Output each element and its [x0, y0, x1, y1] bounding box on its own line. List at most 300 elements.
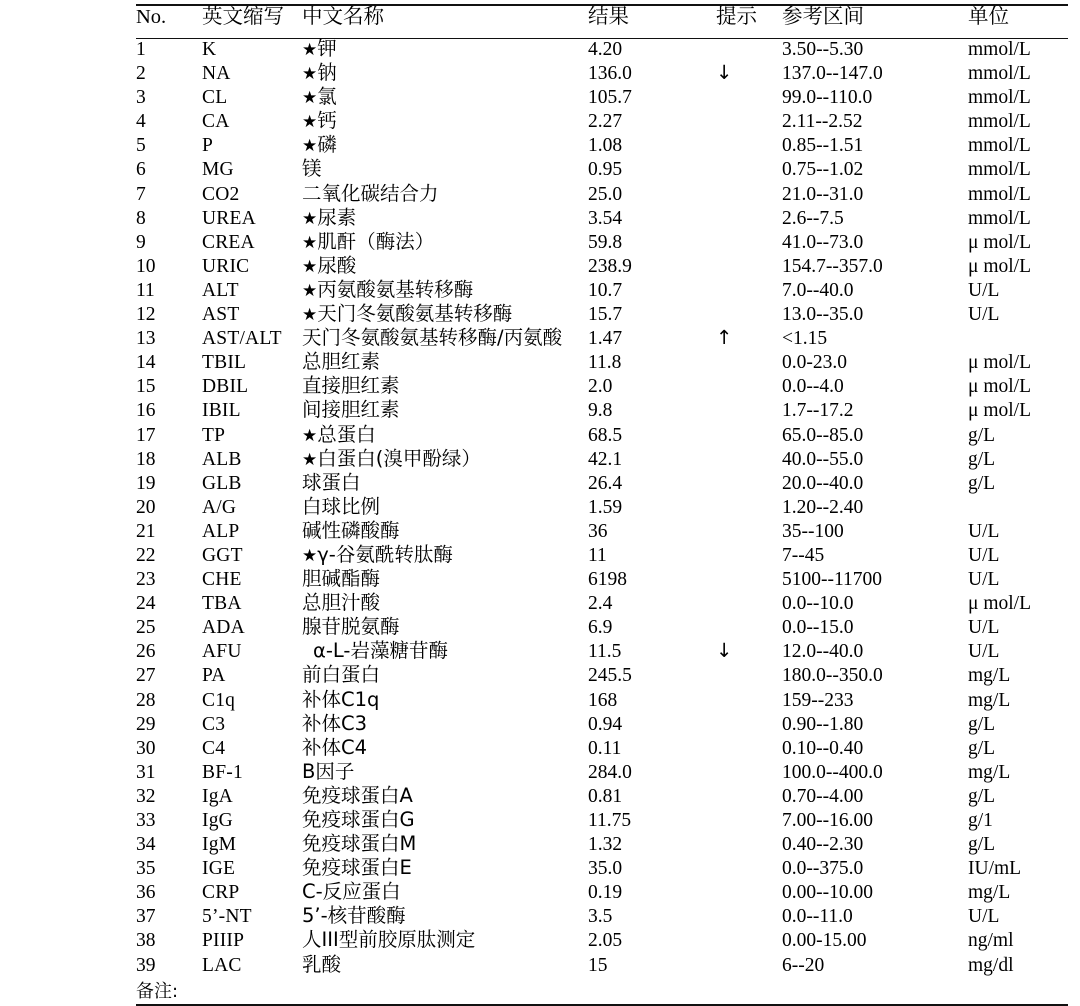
row-reference: 1.7--17.2 [782, 400, 854, 422]
header-row [136, 6, 1068, 38]
row-reference: 7.00--16.00 [782, 810, 873, 831]
star-icon: ★ [302, 280, 318, 301]
row-result: 1.47 [588, 328, 623, 350]
row-reference: 180.0--350.0 [782, 665, 883, 687]
row-flag-icon [716, 762, 782, 786]
row-unit [968, 497, 1068, 521]
row-flag-icon [716, 425, 782, 449]
row-unit: U/L [968, 617, 1000, 639]
row-abbr: NA [202, 63, 231, 85]
row-reference: 159--233 [782, 689, 854, 711]
row-number: 5 [136, 135, 146, 157]
row-number: 25 [136, 617, 156, 639]
row-name [302, 518, 588, 545]
row-number: 35 [136, 858, 156, 880]
row-unit: mg/L [968, 761, 1011, 783]
row-unit: U/L [968, 304, 1000, 326]
table-row [136, 665, 1068, 689]
row-flag-icon [716, 352, 782, 376]
row-abbr: C3 [202, 713, 226, 735]
row-name [302, 446, 588, 473]
row-number: 14 [136, 352, 156, 374]
row-reference: 1.20--2.40 [782, 496, 864, 518]
row-number: 37 [136, 906, 156, 928]
row-flag-icon [716, 208, 782, 232]
column-header-no: No. [136, 6, 167, 28]
row-flag-icon [716, 545, 782, 569]
row-name [302, 87, 588, 111]
row-result: 1.59 [588, 496, 623, 518]
row-abbr: IGE [202, 858, 236, 880]
row-number: 30 [136, 737, 156, 759]
row-unit: g/L [968, 448, 996, 470]
row-result: 35.0 [588, 858, 623, 880]
row-result: 11.5 [588, 641, 622, 663]
row-unit: μ mol/L [968, 400, 1031, 422]
row-result: 59.8 [588, 231, 623, 253]
row-flag-icon [716, 810, 782, 834]
row-reference: 0.0--10.0 [782, 593, 854, 615]
row-abbr: C4 [202, 737, 226, 759]
row-flag-icon [716, 400, 782, 424]
row-abbr: URIC [202, 255, 250, 277]
table-row [136, 400, 1068, 424]
row-abbr: GGT [202, 544, 243, 566]
row-name [302, 593, 588, 617]
lab-report-table-container [136, 0, 1068, 1006]
row-reference: 6--20 [782, 954, 825, 976]
row-name [302, 328, 588, 352]
row-result: 25.0 [588, 183, 623, 205]
table-row [136, 208, 1068, 232]
row-reference: 0.75--1.02 [782, 159, 864, 181]
row-name-text: 镁 [302, 157, 322, 181]
row-name [302, 641, 588, 665]
row-reference: 2.11--2.52 [782, 111, 863, 133]
row-result: 3.5 [588, 906, 613, 928]
row-name-text: 钙 [317, 109, 337, 133]
star-icon: ★ [302, 256, 318, 277]
row-name-text: 补体C1q [302, 687, 380, 711]
table-row [136, 473, 1068, 497]
row-name [302, 304, 588, 328]
row-abbr: MG [202, 159, 234, 181]
row-reference: 0.70--4.00 [782, 785, 864, 807]
row-name [302, 400, 588, 424]
row-name [302, 376, 588, 400]
row-abbr: LAC [202, 954, 242, 976]
row-flag-icon [716, 376, 782, 400]
row-name [302, 858, 588, 882]
table-row [136, 545, 1068, 569]
row-name-text: 人III型前胶原肽测定 [302, 928, 476, 952]
table-row [136, 762, 1068, 786]
row-result: 2.05 [588, 930, 623, 952]
row-name [302, 687, 588, 714]
table-row [136, 376, 1068, 400]
row-name-text: 白球比例 [302, 494, 381, 518]
row-abbr: PA [202, 665, 226, 687]
row-result: 11 [588, 544, 607, 566]
row-name-text: 总胆红素 [302, 350, 381, 374]
table-row [136, 593, 1068, 617]
row-name [302, 39, 588, 63]
row-unit: mmol/L [968, 183, 1031, 205]
table-row [136, 738, 1068, 762]
row-flag-icon [716, 930, 782, 954]
row-unit: μ mol/L [968, 231, 1031, 253]
row-reference: 7--45 [782, 544, 825, 566]
row-number: 38 [136, 930, 156, 952]
table-body [136, 39, 1068, 979]
table-row [136, 955, 1068, 979]
row-unit: μ mol/L [968, 255, 1031, 277]
row-unit: IU/mL [968, 858, 1022, 880]
row-result: 15.7 [588, 304, 623, 326]
row-number: 8 [136, 207, 146, 229]
row-unit [968, 328, 1068, 352]
row-flag-icon [716, 786, 782, 810]
row-name-text: 免疫球蛋白G [302, 808, 415, 831]
row-flag-icon [716, 87, 782, 111]
row-flag-icon [716, 280, 782, 304]
row-name-text: 白蛋白(溴甲酚绿） [317, 446, 481, 470]
row-number: 29 [136, 713, 156, 735]
row-result: 2.4 [588, 593, 613, 615]
row-abbr: PIIIP [202, 930, 245, 952]
row-name [302, 422, 588, 449]
row-flag-icon [716, 834, 782, 858]
row-name-text: 磷 [317, 133, 337, 157]
row-name [302, 930, 588, 954]
row-number: 10 [136, 255, 156, 277]
table-row [136, 690, 1068, 714]
row-abbr: ALB [202, 448, 242, 470]
row-result: 9.8 [588, 400, 613, 422]
row-result: 0.95 [588, 159, 623, 181]
row-abbr: UREA [202, 207, 256, 229]
table-row [136, 449, 1068, 473]
row-name [302, 665, 588, 689]
row-name [302, 542, 588, 569]
row-result: 15 [588, 954, 608, 976]
row-unit: g/L [968, 737, 996, 759]
row-number: 27 [136, 665, 156, 687]
row-reference: 21.0--31.0 [782, 183, 864, 205]
row-number: 24 [136, 593, 156, 615]
row-name-text: B因子 [302, 759, 355, 783]
row-result: 68.5 [588, 424, 623, 446]
row-number: 15 [136, 376, 156, 398]
row-number: 23 [136, 569, 156, 591]
row-number: 6 [136, 159, 146, 181]
row-name-text: 尿酸 [317, 253, 357, 277]
row-reference: 0.0--375.0 [782, 858, 864, 880]
column-header-reference: 参考区间 [782, 4, 864, 28]
row-name-text: 胆碱酯酶 [302, 567, 381, 591]
table-row [136, 858, 1068, 882]
row-reference: 5100--11700 [782, 569, 883, 591]
star-icon: ★ [302, 208, 318, 229]
row-flag-icon [716, 256, 782, 280]
row-name [302, 906, 588, 930]
row-flag-icon [716, 955, 782, 979]
row-name [302, 63, 588, 87]
table-row [136, 39, 1068, 63]
row-name-text: 肌酐（酶法） [317, 229, 435, 253]
row-number: 19 [136, 472, 156, 494]
star-icon: ★ [302, 64, 318, 85]
row-result: 4.20 [588, 39, 623, 60]
row-unit: mg/dl [968, 954, 1014, 976]
row-abbr: CO2 [202, 183, 240, 205]
table-bottom-rule [136, 1004, 1068, 1006]
row-flag-icon [716, 690, 782, 714]
row-reference: 7.0--40.0 [782, 279, 854, 301]
row-flag-icon [716, 473, 782, 497]
row-abbr: IgA [202, 785, 233, 807]
row-name-text: 乳酸 [302, 952, 342, 976]
star-icon: ★ [302, 40, 318, 60]
row-number: 11 [136, 279, 155, 301]
row-unit: ng/ml [968, 930, 1014, 952]
row-abbr: 5’-NT [202, 906, 252, 928]
row-result: 6.9 [588, 617, 613, 639]
row-flag-icon: ↓ [716, 639, 733, 663]
table-row [136, 352, 1068, 376]
row-name [302, 277, 588, 304]
row-number: 21 [136, 520, 156, 542]
row-flag-icon [716, 111, 782, 135]
row-unit: U/L [968, 544, 1000, 566]
row-reference: 154.7--357.0 [782, 255, 883, 277]
row-unit: U/L [968, 520, 1000, 542]
row-result: 0.11 [588, 737, 622, 759]
row-number: 4 [136, 111, 146, 133]
row-name-text: 球蛋白 [302, 470, 361, 494]
row-abbr: BF-1 [202, 761, 243, 783]
row-name-text: 间接胆红素 [302, 398, 400, 422]
row-result: 284.0 [588, 761, 632, 783]
row-name [302, 352, 588, 376]
row-number: 2 [136, 63, 146, 85]
row-result: 168 [588, 689, 618, 711]
row-result: 10.7 [588, 279, 623, 301]
column-header-flag: 提示 [716, 4, 757, 28]
table-row [136, 882, 1068, 906]
row-unit: mg/L [968, 665, 1011, 687]
row-flag-icon [716, 882, 782, 906]
row-number: 28 [136, 689, 156, 711]
row-reference: 0.0--4.0 [782, 376, 844, 398]
row-name [302, 711, 588, 738]
row-reference: 0.10--0.40 [782, 737, 864, 759]
row-name [302, 111, 588, 135]
row-reference: 40.0--55.0 [782, 448, 864, 470]
row-number: 9 [136, 231, 146, 253]
row-result: 36 [588, 520, 608, 542]
row-unit: g/1 [968, 810, 993, 831]
star-icon: ★ [302, 545, 318, 566]
row-reference: 0.0--11.0 [782, 906, 853, 928]
table-row [136, 617, 1068, 641]
row-result: 0.81 [588, 785, 623, 807]
table-row [136, 714, 1068, 738]
row-reference: 2.6--7.5 [782, 207, 844, 229]
row-name [302, 205, 588, 232]
row-abbr: TBIL [202, 352, 247, 374]
row-number: 26 [136, 641, 156, 663]
row-reference: 41.0--73.0 [782, 231, 864, 253]
row-reference: 12.0--40.0 [782, 641, 864, 663]
column-header-result: 结果 [588, 4, 629, 28]
table-row [136, 87, 1068, 111]
row-number: 17 [136, 424, 156, 446]
row-name-text: 前白蛋白 [302, 663, 381, 687]
row-flag-icon [716, 497, 782, 521]
row-reference: 0.00-15.00 [782, 930, 867, 952]
row-flag-icon [716, 135, 782, 159]
star-icon: ★ [302, 112, 318, 133]
row-unit: mmol/L [968, 159, 1031, 181]
row-name-text: 免疫球蛋白M [302, 832, 417, 856]
row-abbr: CREA [202, 231, 255, 253]
row-abbr: CL [202, 87, 228, 109]
table-row [136, 569, 1068, 593]
row-abbr: A/G [202, 496, 237, 518]
row-abbr: IBIL [202, 400, 241, 422]
row-number: 1 [136, 39, 146, 60]
row-name-text: 补体C4 [302, 735, 368, 759]
table-row [136, 810, 1068, 834]
table-row [136, 906, 1068, 930]
row-reference: 100.0--400.0 [782, 761, 883, 783]
row-reference: 13.0--35.0 [782, 304, 864, 326]
row-name-text: 总胆汁酸 [302, 591, 381, 615]
row-name-text: 天门冬氨酸氨基转移酶 [317, 302, 513, 326]
table-row [136, 641, 1068, 665]
row-name [302, 617, 588, 641]
row-result: 11.8 [588, 352, 622, 374]
star-icon: ★ [302, 88, 318, 109]
row-reference: 0.0-23.0 [782, 352, 847, 374]
row-reference: 99.0--110.0 [782, 87, 873, 109]
row-flag-icon [716, 617, 782, 641]
row-abbr: CRP [202, 882, 240, 904]
table-row [136, 834, 1068, 858]
row-reference: 0.40--2.30 [782, 834, 864, 856]
table-row [136, 786, 1068, 810]
row-unit: mmol/L [968, 207, 1031, 229]
row-number: 12 [136, 304, 156, 326]
row-unit: g/L [968, 834, 996, 856]
row-abbr: CHE [202, 569, 242, 591]
table-row [136, 159, 1068, 183]
row-abbr: TBA [202, 593, 242, 615]
row-unit: mmol/L [968, 111, 1031, 133]
row-result: 245.5 [588, 665, 632, 687]
row-name-text: C-反应蛋白 [302, 880, 401, 904]
row-name-text: α-L-岩藻糖苷酶 [313, 639, 448, 663]
star-icon: ★ [302, 425, 318, 446]
row-abbr: CA [202, 111, 230, 133]
lab-results-body-table [136, 39, 1068, 979]
table-header [136, 6, 1068, 38]
table-row [136, 930, 1068, 954]
row-reference: 35--100 [782, 520, 844, 542]
row-flag-icon: ↑ [716, 326, 733, 350]
table-row [136, 497, 1068, 521]
lab-results-table [136, 6, 1068, 38]
row-name [302, 181, 588, 208]
row-unit: U/L [968, 906, 1000, 928]
row-number: 20 [136, 496, 156, 518]
row-unit: μ mol/L [968, 352, 1031, 374]
row-flag-icon: ↓ [716, 61, 733, 85]
row-number: 36 [136, 882, 156, 904]
row-abbr: ALT [202, 279, 239, 301]
remarks-label: 备注: [136, 980, 179, 1002]
row-name [302, 882, 588, 906]
row-result: 0.94 [588, 713, 623, 735]
row-name [302, 783, 588, 810]
row-result: 6198 [588, 569, 627, 591]
row-reference: <1.15 [782, 328, 828, 350]
row-flag-icon [716, 714, 782, 738]
row-name [302, 759, 588, 786]
row-result: 3.54 [588, 207, 623, 229]
row-unit: μ mol/L [968, 376, 1031, 398]
column-header-name: 中文名称 [302, 4, 384, 28]
row-reference: 0.00--10.00 [782, 882, 873, 904]
row-number: 22 [136, 544, 156, 566]
row-name [302, 229, 588, 256]
row-name [302, 135, 588, 159]
row-number: 13 [136, 328, 156, 350]
row-result: 11.75 [588, 810, 632, 831]
row-number: 32 [136, 785, 156, 807]
row-result: 42.1 [588, 448, 623, 470]
table-row [136, 425, 1068, 449]
row-name-text: γ-谷氨酰转肽酶 [317, 542, 453, 566]
row-abbr: ALP [202, 520, 240, 542]
row-abbr: GLB [202, 472, 242, 494]
row-unit: U/L [968, 279, 1000, 301]
star-icon: ★ [302, 305, 318, 326]
row-reference: 0.85--1.51 [782, 135, 864, 157]
row-name [302, 810, 588, 834]
row-result: 136.0 [588, 63, 632, 85]
row-reference: 20.0--40.0 [782, 472, 864, 494]
row-flag-icon [716, 232, 782, 256]
row-result: 26.4 [588, 472, 623, 494]
row-flag-icon [716, 39, 782, 63]
row-name [302, 470, 588, 497]
star-icon: ★ [302, 449, 318, 470]
row-unit: g/L [968, 424, 996, 446]
table-row [136, 304, 1068, 328]
row-result: 2.0 [588, 376, 613, 398]
row-result: 105.7 [588, 87, 632, 109]
row-abbr: ADA [202, 617, 245, 639]
row-number: 39 [136, 954, 156, 976]
row-unit: mmol/L [968, 135, 1031, 157]
row-abbr: TP [202, 424, 226, 446]
row-name [302, 569, 588, 593]
row-abbr: IgM [202, 834, 237, 856]
star-icon: ★ [302, 136, 318, 157]
row-name-text: 尿素 [317, 205, 357, 229]
